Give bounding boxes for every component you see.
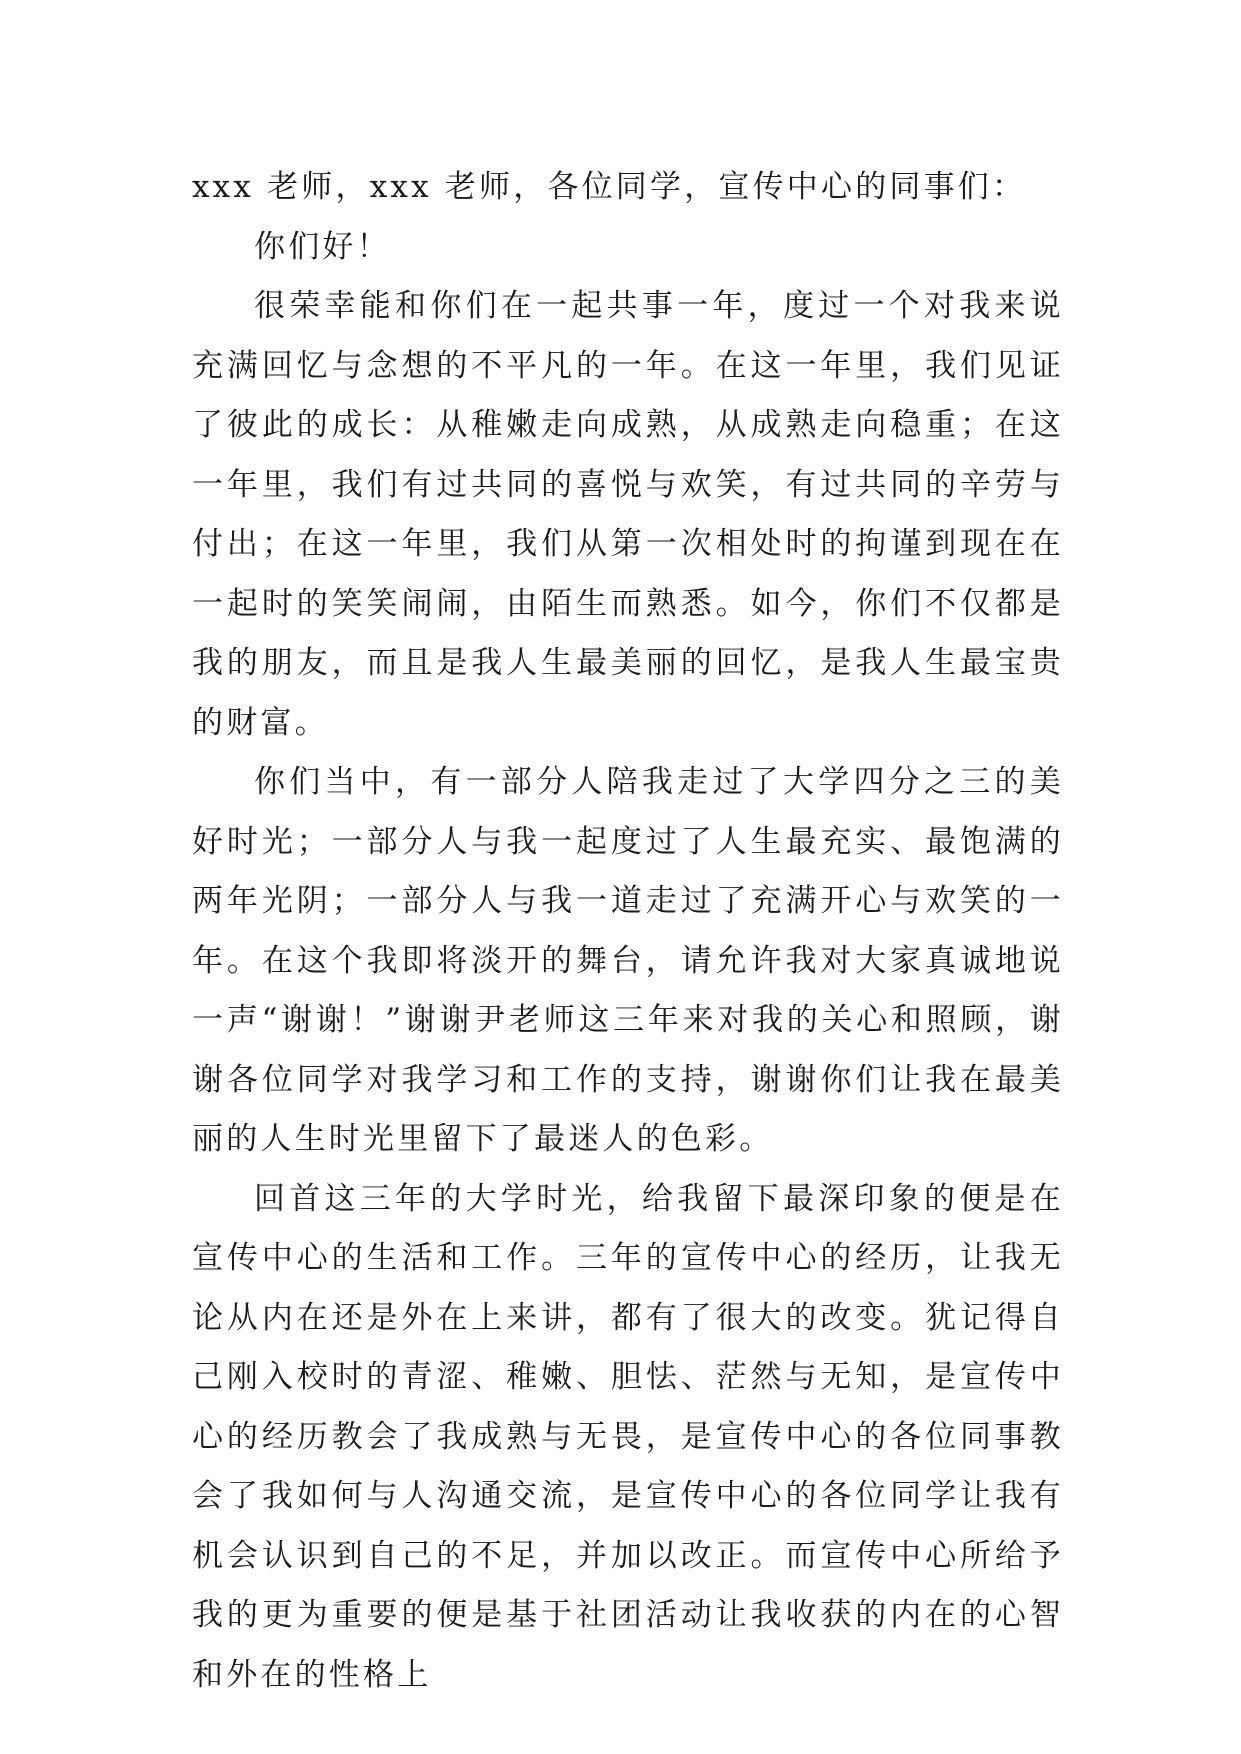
letter-body <box>192 158 1064 1705</box>
salutation: xxx 老师，xxx 老师，各位同学，宣传中心的同事们： <box>192 169 1027 205</box>
paragraph-2: 你们当中，有一部分人陪我走过了大学四分之三的美好时光；一部分人与我一起度过了人生最充实、最饱满的两年光阴；一部分人与我一道走过了充满开心与欢笑的一年。在这个我即将淡开的舞台，请允许我对大家真诚地说一声“谢谢！”谢谢尹老师这三年来对我的关心和照顾，谢谢各位同学对我学习和工作的支持，谢谢你们让我在最美丽的人生时光里留下了最迷人的色彩。 <box>192 764 1064 1157</box>
paragraph-3: 回首这三年的大学时光，给我留下最深印象的便是在宣传中心的生活和工作。三年的宣传中心的经历，让我无论从内在还是外在上来讲，都有了很大的改变。犹记得自己刚入校时的青涩、稚嫩、胆怯、茫然与无知，是宣传中心的经历教会了我成熟与无畏，是宣传中心的各位同事教会了我如何与人沟通交流，是宣传中心的各位同学让我有机会认识到自己的不足，并加以改正。而宣传中心所给予我的更为重要的便是基于社团活动让我收获的内在的心智和外在的性格上 <box>192 1180 1064 1693</box>
paragraph-1: 很荣幸能和你们在一起共事一年，度过一个对我来说充满回忆与念想的不平凡的一年。在这一年里，我们见证了彼此的成长：从稚嫩走向成熟，从成熟走向稳重；在这一年里，我们有过共同的喜悦与欢笑，有过共同的辛劳与付出；在这一年里，我们从第一次相处时的拘谨到现在在一起时的笑笑闹闹，由陌生而熟悉。如今，你们不仅都是我的朋友，而且是我人生最美丽的回忆，是我人生最宝贵的财富。 <box>192 288 1064 741</box>
greeting: 你们好！ <box>254 228 391 265</box>
